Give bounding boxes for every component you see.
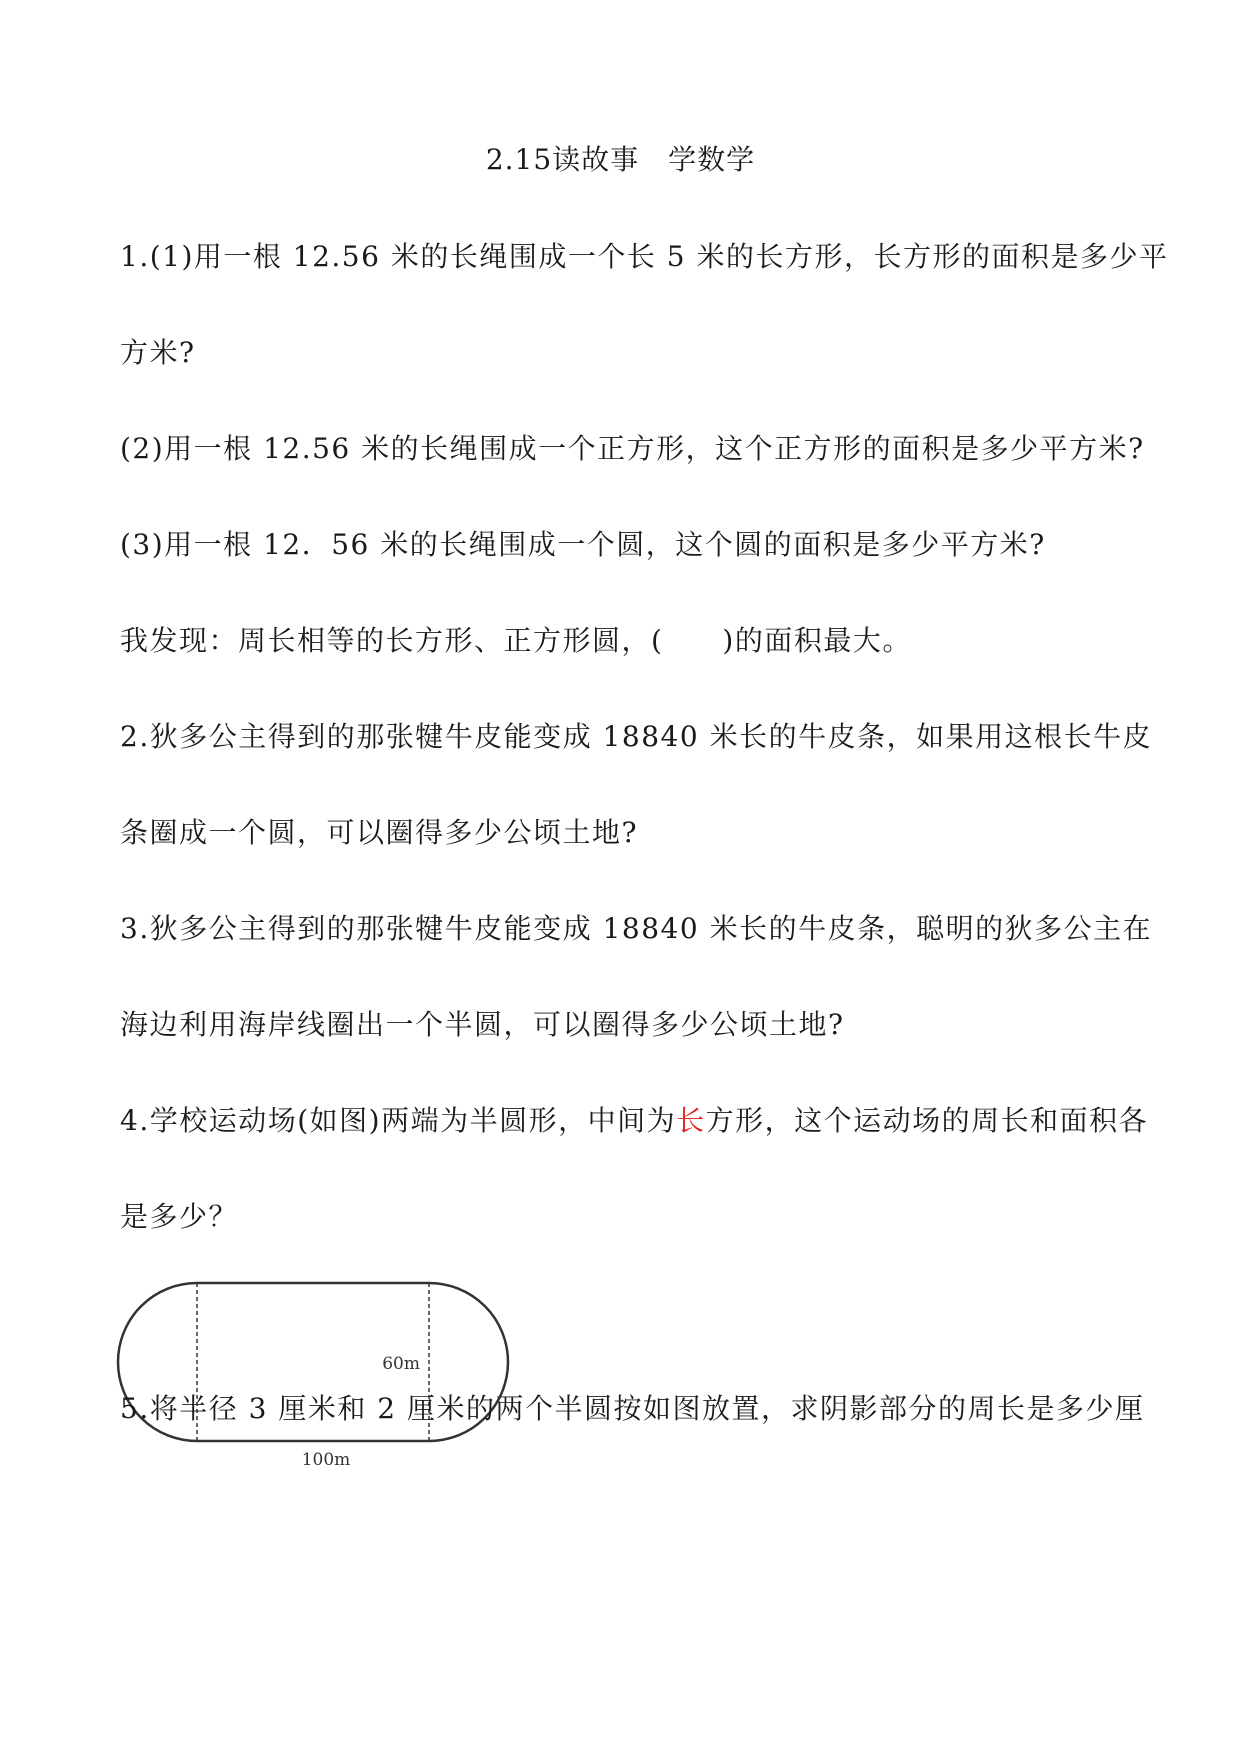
page-title: 2.15读故事 学数学 [485,143,756,176]
q1-part3: (3)用一根 12．56 米的长绳围成一个圆，这个圆的面积是多少平方米? [120,528,1046,561]
q2-line2: 条圈成一个圆，可以圈得多少公顷土地? [120,816,639,849]
q2-line1: 2.狄多公主得到的那张犍牛皮能变成 18840 米长的牛皮条，如果用这根长牛皮 [120,720,1153,753]
length-label: 100m [301,1450,351,1470]
q1-finding: 我发现：周长相等的长方形、正方形圆，( )的面积最大。 [120,624,912,657]
q1-part2: (2)用一根 12.56 米的长绳围成一个正方形，这个正方形的面积是多少平方米? [120,432,1145,465]
width-label: 60m [382,1354,420,1374]
q3-line2: 海边利用海岸线圈出一个半圆，可以圈得多少公顷土地? [120,1008,845,1041]
q1-line1: 1.(1)用一根 12.56 米的长绳围成一个长 5 米的长方形，长方形的面积是多少平 [120,240,1169,273]
q4-line1 [120,1101,1149,1141]
q4-line1-after: 方形，这个运动场的周长和面积各 [705,1104,1149,1137]
q5-line1: 5.将半径 3 厘米和 2 厘米的两个半圆按如图放置，求阴影部分的周长是多少厘 [120,1392,1145,1425]
q4-line2: 是多少？ [120,1200,239,1233]
q4-highlight-char: 长 [676,1104,706,1137]
q3-line1: 3.狄多公主得到的那张犍牛皮能变成 18840 米长的牛皮条，聪明的狄多公主在 [120,912,1153,945]
q4-line1-before: 4.学校运动场(如图)两端为半圆形，中间为 [120,1104,677,1137]
q1-line2: 方米? [120,336,196,369]
